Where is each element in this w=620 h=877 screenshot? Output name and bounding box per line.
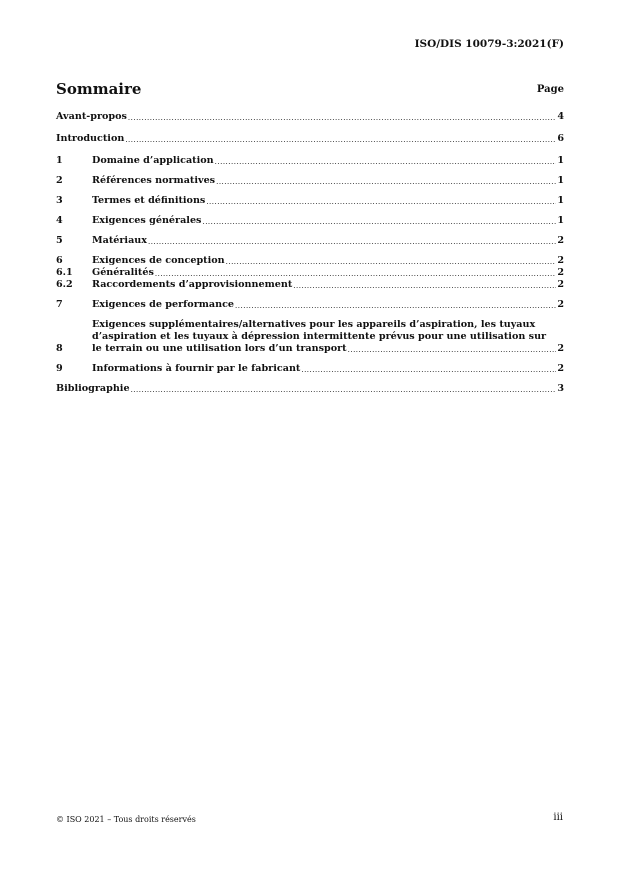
- toc-entry-page: 1: [557, 195, 564, 206]
- toc-entry[interactable]: [56, 155, 564, 167]
- toc-entry-page: 1: [557, 215, 564, 226]
- toc-entry[interactable]: [56, 299, 564, 311]
- toc-leader-dots: [125, 135, 556, 145]
- toc-leader-dots: [202, 217, 556, 227]
- toc-leader-dots: [206, 197, 556, 207]
- toc-entry-title: Références normatives: [92, 175, 216, 186]
- toc-entry[interactable]: [56, 363, 564, 375]
- toc-leader-dots: [235, 301, 556, 311]
- toc-entry-title: Avant-propos: [56, 111, 127, 122]
- toc-entry-title: le terrain ou une utilisation lors d’un transport: [92, 343, 347, 354]
- toc-entry-number: 6.1: [56, 267, 73, 278]
- toc-entry-title: Raccordements d’approvisionnement: [92, 279, 293, 290]
- toc-entry-page: 2: [557, 235, 564, 246]
- document-reference: ISO/DIS 10079-3:2021(F): [414, 38, 564, 50]
- toc-leader-dots: [348, 345, 557, 355]
- toc-entry-number: 6.2: [56, 279, 73, 290]
- toc-entry[interactable]: [56, 383, 564, 395]
- toc-entry[interactable]: [56, 111, 564, 123]
- toc-entry-title: Exigences de performance: [92, 299, 235, 310]
- page-column-label: Page: [536, 84, 564, 95]
- toc-entry-page: 2: [557, 279, 564, 290]
- toc-entry[interactable]: [56, 133, 564, 145]
- toc-entry-page: 2: [557, 267, 564, 278]
- toc-leader-dots: [128, 113, 556, 123]
- toc-entry-page: 4: [557, 111, 564, 122]
- toc-entry-number: 3: [56, 195, 63, 206]
- toc-entry-page: 6: [557, 133, 564, 144]
- toc-leader-dots: [216, 177, 556, 187]
- toc-entry-title: Introduction: [56, 133, 125, 144]
- toc-entry-page: 2: [557, 363, 564, 374]
- toc-entry[interactable]: [56, 319, 564, 355]
- toc-leader-dots: [155, 269, 556, 279]
- table-of-contents: [56, 111, 564, 395]
- toc-entry[interactable]: [56, 279, 564, 291]
- toc-entry-page: 2: [557, 299, 564, 310]
- toc-entry[interactable]: [56, 175, 564, 187]
- toc-leader-dots: [148, 237, 556, 247]
- toc-entry-number: 2: [56, 175, 63, 186]
- toc-entry-title: Généralités: [92, 267, 154, 278]
- toc-entry-title: Termes et définitions: [92, 195, 206, 206]
- toc-entry-number: 4: [56, 215, 63, 226]
- toc-leader-dots: [301, 365, 556, 375]
- toc-entry[interactable]: [56, 267, 564, 279]
- page-title: Sommaire: [56, 80, 142, 98]
- toc-entry-page: 1: [557, 175, 564, 186]
- toc-entry[interactable]: [56, 235, 564, 247]
- toc-entry-title: Informations à fournir par le fabricant: [92, 363, 301, 374]
- toc-entry-page: 2: [557, 255, 564, 266]
- toc-entry-title: Matériaux: [92, 235, 147, 246]
- toc-entry[interactable]: [56, 215, 564, 227]
- toc-entry-number: 6: [56, 255, 63, 266]
- toc-entry-number: 7: [56, 299, 63, 310]
- footer-page-number: iii: [553, 812, 563, 823]
- toc-entry-page: 2: [557, 343, 564, 354]
- toc-leader-dots: [215, 157, 557, 167]
- toc-entry[interactable]: [56, 255, 564, 267]
- footer-copyright: © ISO 2021 – Tous droits réservés: [56, 815, 196, 824]
- toc-leader-dots: [293, 281, 556, 291]
- toc-entry-page: 3: [557, 383, 564, 394]
- toc-entry-page: 1: [557, 155, 564, 166]
- toc-entry-title: Exigences générales: [92, 215, 202, 226]
- toc-entry-number: 8: [56, 343, 63, 354]
- toc-leader-dots: [226, 257, 557, 267]
- toc-entry-number: 5: [56, 235, 63, 246]
- toc-entry-number: 1: [56, 155, 63, 166]
- toc-entry[interactable]: [56, 195, 564, 207]
- toc-entry-number: 9: [56, 363, 63, 374]
- toc-entry-title: Domaine d’application: [92, 155, 214, 166]
- toc-entry-title: d’aspiration et les tuyaux à dépression intermittente prévus pour une utilisation sur: [92, 331, 547, 342]
- toc-leader-dots: [131, 385, 557, 395]
- toc-entry-title: Bibliographie: [56, 383, 130, 394]
- toc-entry-title: Exigences supplémentaires/alternatives pour les appareils d’aspiration, les tuyaux: [92, 319, 536, 330]
- toc-entry-title: Exigences de conception: [92, 255, 225, 266]
